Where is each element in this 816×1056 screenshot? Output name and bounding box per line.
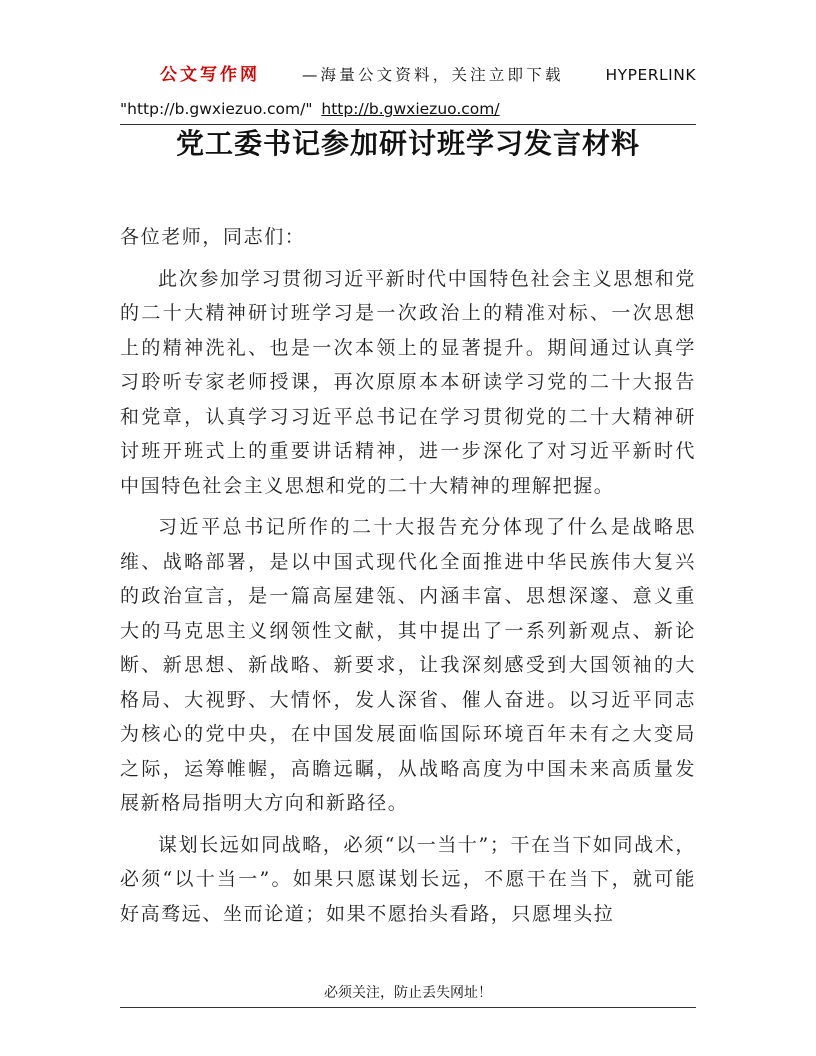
website-link[interactable]: http://b.gwxiezuo.com/ bbox=[321, 100, 500, 118]
hyperlink-label: HYPERLINK bbox=[605, 66, 696, 84]
footer-divider bbox=[120, 1007, 696, 1008]
url-field-text: "http://b.gwxiezuo.com/" bbox=[120, 100, 313, 118]
document-title: 党工委书记参加研讨班学习发言材料 bbox=[175, 127, 640, 160]
document-body bbox=[120, 220, 696, 938]
footer-notice: 必须关注，防止丢失网址！ bbox=[324, 985, 492, 1001]
body-paragraph-1: 此次参加学习贯彻习近平新时代中国特色社会主义思想和党的二十大精神研讨班学习是一次政治上的精准对标、一次思想上的精神洗礼、也是一次本领上的显著提升。期间通过认真学习聆听专家老师授课，再次原原本本研读学习党的二十大报告和党章，认真学习习近平总书记在学习贯彻党的二十大精神研讨班开班式上的重要讲话精神，进一步深化了对习近平新时代中国特色社会主义思想和党的二十大精神的理解把握。 bbox=[120, 267, 696, 497]
header-url-row bbox=[120, 92, 696, 126]
salutation: 各位老师，同志们： bbox=[120, 226, 306, 248]
brand-name[interactable]: 公文写作网 bbox=[160, 65, 260, 85]
body-paragraph-3: 谋划长远如同战略，必须“以一当十”；干在当下如同战术，必须“以十当一”。如果只愿谋划长远，不愿干在当下，就可能好高骛远、坐而论道；如果不愿抬头看路，只愿埋头拉 bbox=[120, 833, 696, 925]
header-slogan: —海量公文资料，关注立即下载 bbox=[301, 66, 564, 84]
body-paragraph-2: 习近平总书记所作的二十大报告充分体现了什么是战略思维、战略部署，是以中国式现代化全面推进中华民族伟大复兴的政治宣言，是一篇高屋建瓴、内涵丰富、思想深邃、意义重大的马克思主义纲领性文献，其中提出了一系列新观点、新论断、新思想、新战略、新要求，让我深刻感受到大国领袖的大格局、大视野、大情怀，发人深省、催人奋进。以习近平同志为核心的党中央，在中国发展面临国际环境百年未有之大变局之际，运筹帷幄，高瞻远瞩，从战略高度为中国未来高质量发展新格局指明大方向和新路径。 bbox=[120, 516, 696, 814]
page-header bbox=[120, 58, 696, 126]
header-row bbox=[120, 58, 696, 92]
